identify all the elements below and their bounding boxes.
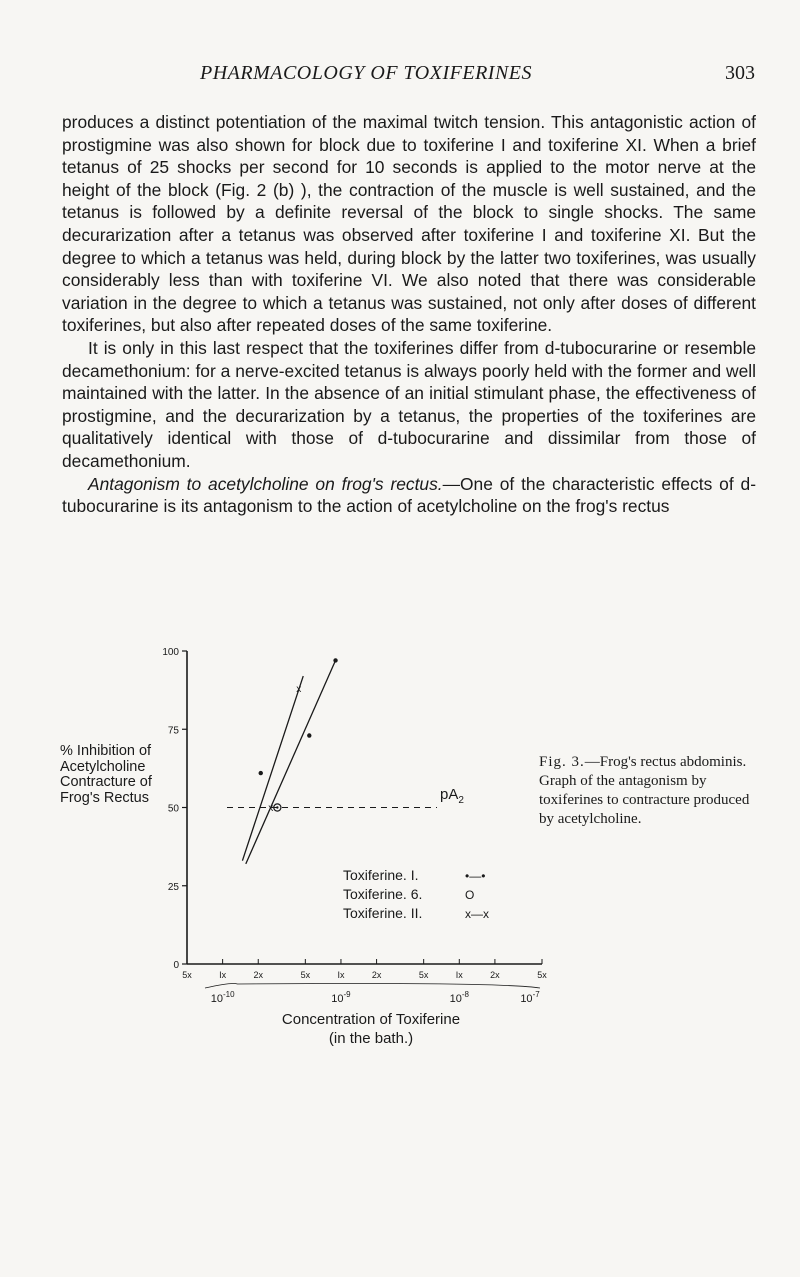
- x-decade-exponent: -8: [461, 990, 469, 999]
- figure-caption: [539, 753, 759, 829]
- paragraph-2: It is only in this last respect that the toxiferines differ from d-tubocurarine or resemble decamethonium: for a nerve-excited tetanus is always poorly held with the former and well maintained with the latter. In the absence of an initial stimulant phase, the effectiveness of prostigmine, and the decurarization by a tetanus, the properties of the toxiferines are qualitatively identical with those of d-tubocurarine and dissimilar from those of decamethonium.: [62, 337, 756, 471]
- caption-text: —Frog's rectus abdominis. Graph of the antagonism by toxiferines to contracture produced by acetylcholine.: [539, 754, 750, 827]
- legend-entry-label: Toxiferine. II.: [343, 905, 423, 921]
- x-minor-tick-label: 5x: [537, 970, 547, 980]
- legend-entry-marker: •—•: [465, 869, 486, 883]
- series-line: [246, 660, 336, 863]
- x-minor-tick-label: Ix: [337, 970, 345, 980]
- legend-entry-marker: O: [465, 888, 475, 902]
- paragraph-1: produces a distinct potentiation of the maximal twitch tension. This antagonistic action of prostigmine was also shown for block due to toxiferine I and toxiferine XI. When a brief tetanus of 25 shocks per second for 10 seconds is applied to the motor nerve at the height of the block (Fig. 2 (b) ), the contraction of the muscle is well sustained, and the tetanus is followed by a definite reversal of the block to single shocks. The same decurarization after a tetanus was observed after toxiferine I and toxiferine XI. But the degree to which a tetanus was held, during block by the latter two toxiferines, was usually considerably less than with toxiferine VI. We also noted that there was considerable variation in the degree to which a tetanus was sustained, not only after doses of different toxiferines, but also after repeated doses of the same toxiferine.: [62, 112, 756, 336]
- series-line: [242, 676, 303, 861]
- x-minor-tick-label: 2x: [490, 970, 500, 980]
- paragraph-3-heading: Antagonism to acetylcholine on frog's rectus.: [88, 473, 443, 494]
- page-number: 303: [725, 62, 755, 84]
- chart-series: [242, 658, 337, 864]
- data-point-dot: [333, 658, 337, 662]
- x-decade-base: 10: [331, 993, 344, 1005]
- x-decade-base: 10: [449, 993, 462, 1005]
- y-tick-label: 75: [167, 725, 179, 737]
- x-decade-label: [450, 990, 470, 1005]
- x-decade-label: [520, 990, 540, 1005]
- legend-entry-marker: x—x: [465, 907, 489, 921]
- y-tick-label: 50: [167, 803, 179, 815]
- y-tick-label: 0: [173, 960, 179, 971]
- x-decade-exponent: -7: [532, 990, 540, 999]
- x-decade-label: [211, 990, 235, 1005]
- legend-entry-label: Toxiferine. 6.: [343, 886, 423, 902]
- x-decade-base: 10: [520, 993, 533, 1005]
- x-axis-label-line1: Concentration of Toxiferine: [281, 1011, 461, 1028]
- legend-entry-label: Toxiferine. I.: [343, 867, 419, 883]
- pa2-label-base: pA: [440, 786, 459, 803]
- paragraph-3-text: —One of the characteristic effects of d-tubocurarine is its antagonism to the action of acetylcholine on the frog's rectus: [62, 473, 756, 517]
- y-axis-label-line: Frog's Rectus: [60, 789, 149, 806]
- data-point-dot: [259, 771, 263, 775]
- chart-ticks: [162, 647, 547, 1005]
- chart-legend: [343, 867, 489, 921]
- x-decade-label: [331, 990, 351, 1005]
- pa2-label-subscript: 2: [458, 795, 464, 806]
- x-decade-exponent: -10: [222, 990, 235, 999]
- x-minor-tick-label: 5x: [418, 970, 429, 980]
- caption-label: Fig. 3.: [539, 754, 585, 770]
- y-axis-label-line: Contracture of: [60, 774, 152, 790]
- data-point-x: x: [268, 803, 274, 814]
- running-title: PHARMACOLOGY OF TOXIFERINES: [200, 62, 532, 84]
- data-point-x: x: [296, 684, 302, 696]
- x-minor-tick-label: 2x: [371, 970, 382, 980]
- data-point-circle-center: [276, 806, 278, 808]
- data-point-dot: [307, 733, 311, 737]
- y-tick-label: 100: [162, 647, 179, 658]
- x-decade-exponent: -9: [343, 990, 351, 999]
- x-axis-label-line2: (in the bath.): [328, 1030, 414, 1047]
- x-axis-brace: [205, 984, 540, 989]
- y-axis-label-line: Acetylcholine: [60, 758, 146, 775]
- x-minor-tick-label: 2x: [253, 970, 264, 980]
- y-tick-label: 25: [167, 881, 179, 893]
- y-axis-label-line: % Inhibition of: [60, 743, 152, 759]
- x-minor-tick-label: Ix: [219, 970, 227, 980]
- pa2-label: [440, 786, 464, 806]
- x-minor-tick-label: Ix: [455, 970, 463, 980]
- x-decade-base: 10: [210, 993, 223, 1005]
- x-minor-tick-label: 5x: [300, 970, 311, 980]
- x-minor-tick-label: 5x: [182, 970, 192, 980]
